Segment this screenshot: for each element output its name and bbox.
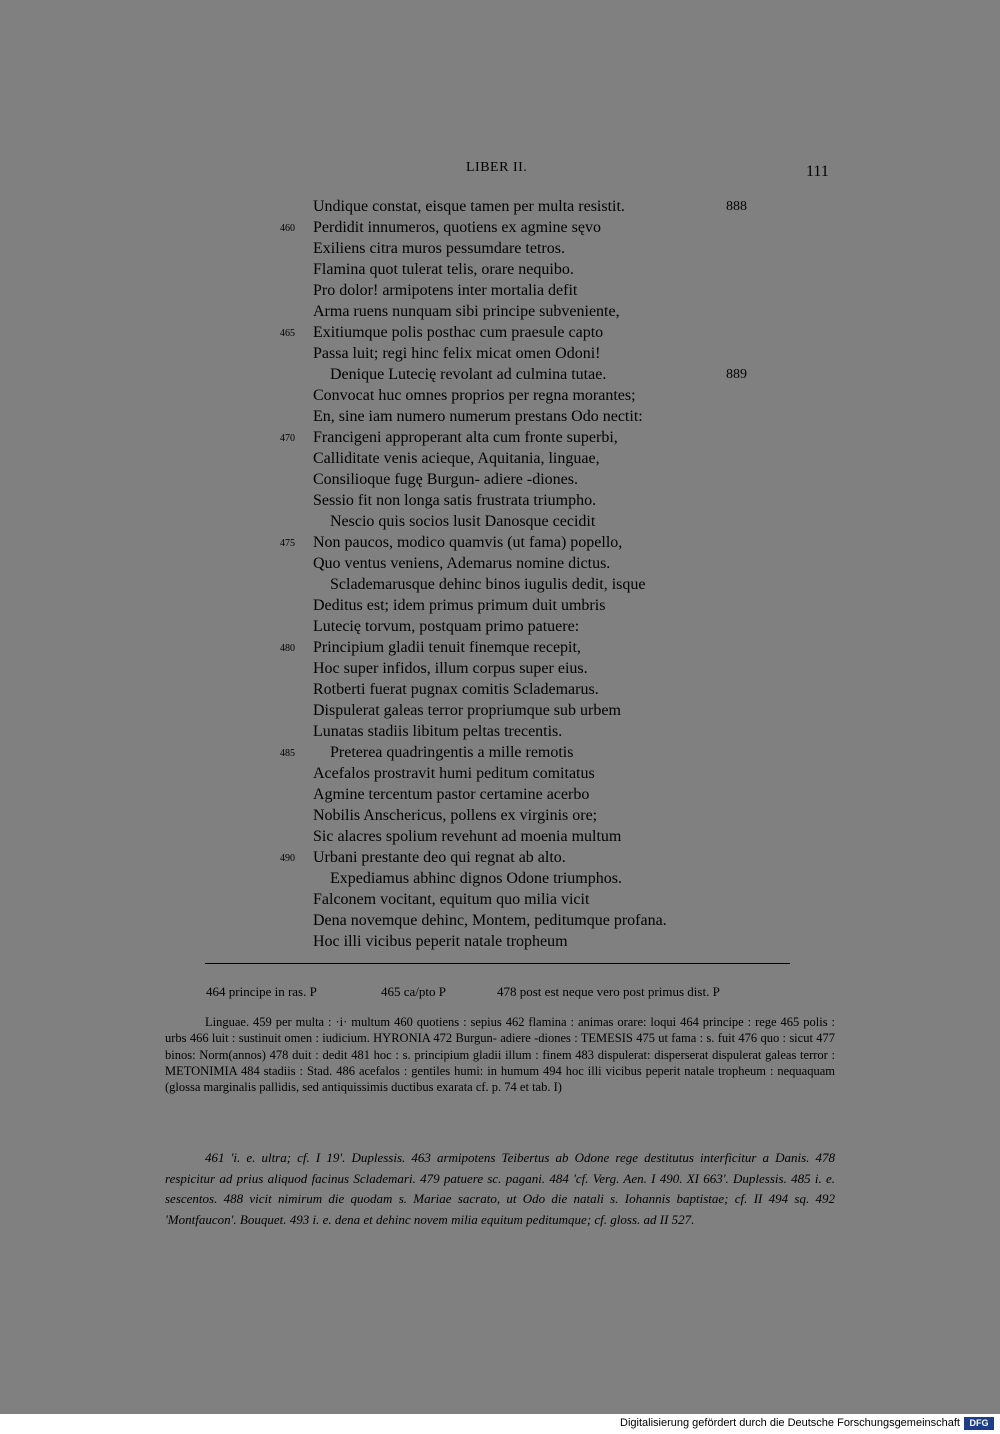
line-number: 465 [280,328,295,339]
verse-text-line: Undique constat, eisque tamen per multa resistit. [313,198,625,215]
verse-text-line: Nobilis Anschericus, pollens ex virginis ore; [313,807,598,824]
verse-line [0,364,1000,385]
running-head: LIBER II. [466,160,528,175]
dfg-logo-icon: DFG [964,1417,994,1430]
verse-line [0,868,1000,889]
verse-text-line: Preterea quadringentis a mille remotis [330,744,574,761]
verse-line [0,721,1000,742]
margin-year: 889 [726,367,747,382]
verse-text-line: Exiliens citra muros pessumdare tetros. [313,240,565,257]
verse-line [0,679,1000,700]
verse-text-line: Quo ventus veniens, Ademarus nomine dictus. [313,555,611,572]
verse-line [0,196,1000,217]
margin-year: 888 [726,199,747,214]
verse-line [0,217,1000,238]
verse-line [0,826,1000,847]
gloss-apparatus [165,1014,835,1095]
verse-text-line: Flamina quot tulerat telis, orare nequibo. [313,261,574,278]
verse-line [0,763,1000,784]
verse-text-line: Nescio quis socios lusit Danosque cecidit [330,513,596,530]
verse-text-line: Expediamus abhinc dignos Odone triumphos. [330,870,622,887]
verse-line [0,847,1000,868]
verse-line [0,931,1000,952]
verse-line [0,343,1000,364]
verse-line [0,742,1000,763]
line-number: 480 [280,643,295,654]
verse-text-line: Lunatas stadiis libitum peltas trecentis. [313,723,563,740]
verse-line [0,469,1000,490]
verse-text-line: Hoc illi vicibus peperit natale tropheum [313,933,568,950]
verse-line [0,427,1000,448]
verse-text-line: En, sine iam numero numerum prestans Odo nectit: [313,408,643,425]
verse-line [0,238,1000,259]
verse-text-line: Calliditate venis acieque, Aquitania, linguae, [313,450,600,467]
gloss-text: Linguae. 459 per multa : ·i· multum 460 quotiens : sepius 462 flamina : animas orare: loqui 464 principe : rege 465 polis : urbs 466 luit : sustinuit omen : iudicium. HYRONIA 472 Burgun- adiere -diones : TEMESIS 475 ut fama : s. fuit 476 quo : sicut 477 binos: Norm(annos) 478 duit : dedit 481 hoc : s. principium gladii illum : finem 483 dispulerat: disperserat dispulerat galeas terror : METONIMIA 484 stadiis : Stad. 486 acefalos : gentiles humi: in humum 494 hoc illi vicibus peperit natale tropheum : nequaquam (glossa marginalis pallidis, sed antiquissimis ductibus exarata cf. p. 74 et tab. I) [165,1015,835,1095]
verse-text-line: Exitiumque polis posthac cum praesule capto [313,324,604,341]
page-number: 111 [806,163,829,180]
apparatus-note: 478 post est neque vero post primus dist. P [497,984,720,999]
line-number: 460 [280,223,295,234]
verse-line [0,385,1000,406]
verse-text [0,196,1000,952]
commentary-notes [165,1148,835,1230]
verse-line [0,910,1000,931]
verse-line [0,553,1000,574]
footer-bar [0,1414,1000,1434]
verse-text-line: Arma ruens nunquam sibi principe subveniente, [313,303,620,320]
verse-line [0,805,1000,826]
verse-text-line: Passa luit; regi hinc felix micat omen Odoni! [313,345,601,362]
verse-line [0,322,1000,343]
verse-text-line: Hoc super infidos, illum corpus super eius. [313,660,588,677]
verse-line [0,259,1000,280]
verse-line [0,595,1000,616]
verse-text-line: Denique Lutecię revolant ad culmina tutae. [330,366,607,383]
verse-line [0,406,1000,427]
verse-line [0,784,1000,805]
verse-text-line: Deditus est; idem primus primum duit umbris [313,597,606,614]
verse-text-line: Sclademarusque dehinc binos iugulis dedit, isque [330,576,646,593]
page-header [0,160,1000,184]
verse-line [0,889,1000,910]
verse-text-line: Sic alacres spolium revehunt ad moenia multum [313,828,622,845]
verse-line [0,700,1000,721]
apparatus-note: 465 ca/pto P [381,984,446,999]
verse-line [0,532,1000,553]
verse-line [0,490,1000,511]
verse-text-line: Urbani prestante deo qui regnat ab alto. [313,849,566,866]
verse-text-line: Lutecię torvum, postquam primo patuere: [313,618,580,635]
verse-text-line: Acefalos prostravit humi peditum comitatus [313,765,595,782]
verse-text-line: Principium gladii tenuit finemque recepit, [313,639,581,656]
verse-text-line: Convocat huc omnes proprios per regna morantes; [313,387,636,404]
verse-text-line: Consilioque fugę Burgun- adiere -diones. [313,471,578,488]
verse-line [0,448,1000,469]
verse-text-line: Dispulerat galeas terror propriumque sub urbem [313,702,621,719]
verse-line [0,511,1000,532]
verse-text-line: Dena novemque dehinc, Montem, peditumque profana. [313,912,667,929]
verse-line [0,658,1000,679]
verse-line [0,637,1000,658]
verse-text-line: Agmine tercentum pastor certamine acerbo [313,786,590,803]
verse-line [0,280,1000,301]
verse-line [0,301,1000,322]
verse-line [0,616,1000,637]
apparatus-note: 464 principe in ras. P [206,984,317,999]
funding-credit: Digitalisierung gefördert durch die Deutsche Forschungsgemeinschaft [620,1417,960,1429]
verse-text-line: Falconem vocitant, equitum quo milia vicit [313,891,590,908]
notes-text: 461 'i. e. ultra; cf. I 19'. Duplessis. 463 armipotens Teibertus ab Odone rege destitutus interficitur a Danis. 478 respicitur ad prius aliquod facinus Sclademari. 479 patuere sc. pagani. 484 'cf. Verg. Aen. I 490. XI 663'. Duplessis. 485 i. e. sescentos. 488 vicit nimirum die quodam s. Mariae sacrato, ut Odo die natali s. Iohannis baptistae; cf. II 494 sq. 492 'Montfaucon'. Bouquet. 493 i. e. dena et dehinc novem milia equitum peditumque; cf. gloss. ad II 527. [165,1150,835,1227]
apparatus-divider [205,963,790,964]
line-number: 470 [280,433,295,444]
verse-line [0,574,1000,595]
verse-text-line: Perdidit innumeros, quotiens ex agmine sęvo [313,219,601,236]
line-number: 490 [280,853,295,864]
line-number: 475 [280,538,295,549]
line-number: 485 [280,748,295,759]
verse-text-line: Non paucos, modico quamvis (ut fama) popello, [313,534,623,551]
verse-text-line: Sessio fit non longa satis frustrata triumpho. [313,492,597,509]
verse-text-line: Rotberti fuerat pugnax comitis Sclademarus. [313,681,599,698]
verse-text-line: Pro dolor! armipotens inter mortalia defit [313,282,578,299]
verse-text-line: Francigeni approperant alta cum fronte superbi, [313,429,618,446]
